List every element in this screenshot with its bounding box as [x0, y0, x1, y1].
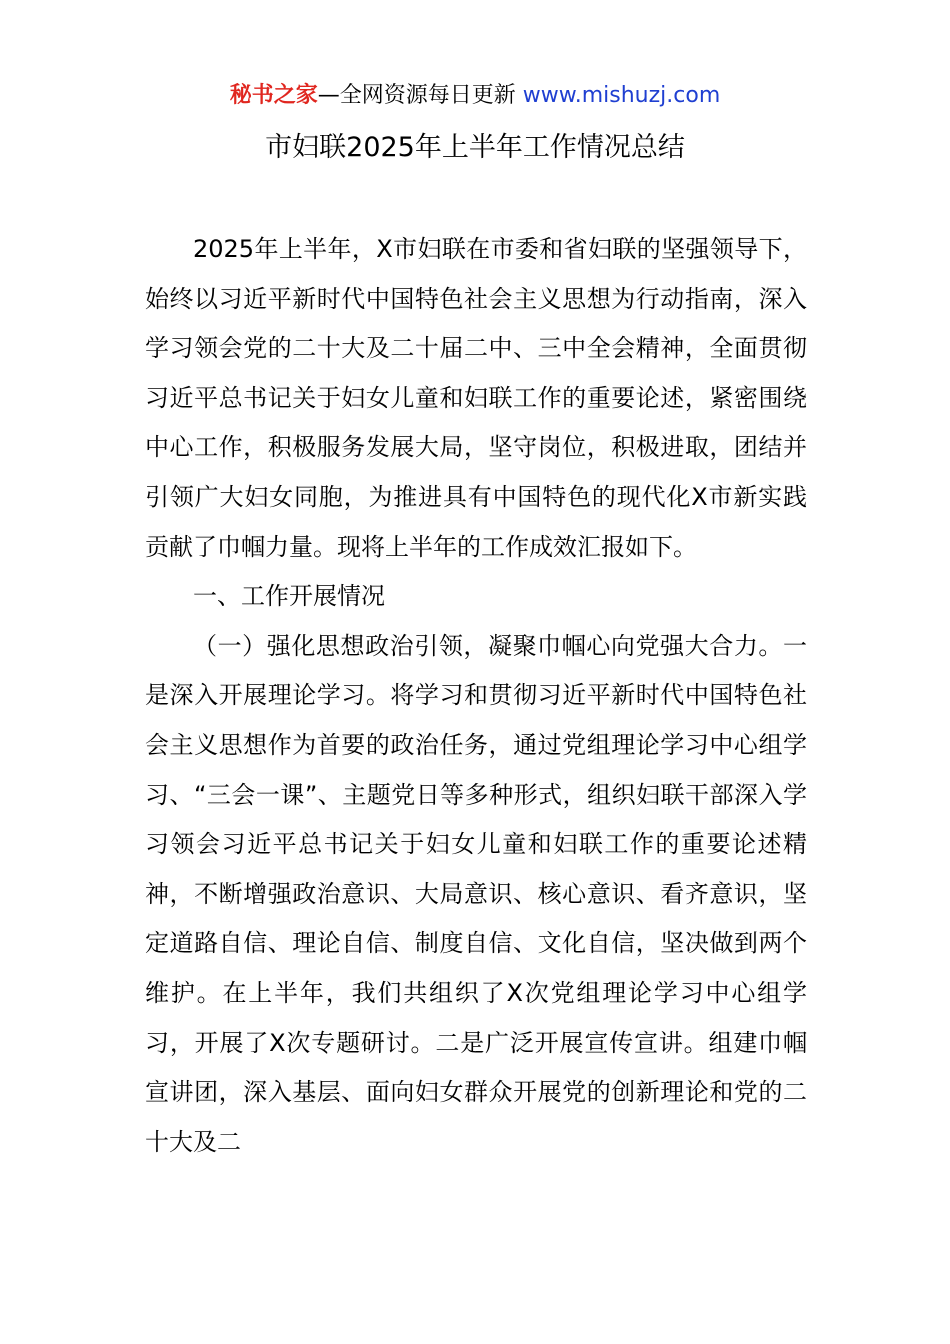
- section-heading: 一、工作开展情况: [193, 582, 385, 611]
- section-paragraph: （一）强化思想政治引领，凝聚巾帼心向党强大合力。一是深入开展理论学习。将学习和贯彻习近平新时代中国特色社会主义思想作为首要的政治任务，通过党组理论学习中心组学习、“三会一课”、主题党日等多种形式，组织妇联干部深入学习领会习近平总书记关于妇女儿童和妇联工作的重要论述精神，不断增强政治意识、大局意识、核心意识、看齐意识，坚定道路自信、理论自信、制度自信、文化自信，坚决做到两个维护。在上半年，我们共组织了X次党组理论学习中心组学习，开展了X次专题研讨。二是广泛开展宣传宣讲。组建巾帼宣讲团，深入基层、面向妇女群众开展党的创新理论和党的二十大及二: [145, 631, 807, 1156]
- document-title: 市妇联2025年上半年工作情况总结: [265, 132, 685, 163]
- site-banner: [0, 80, 950, 112]
- document-body: [145, 225, 807, 1167]
- intro-paragraph: 2025年上半年，X市妇联在市委和省妇联的坚强领导下，始终以习近平新时代中国特色社会主义思想为行动指南，深入学习领会党的二十大及二十届二中、三中全会精神，全面贯彻习近平总书记关于妇女儿童和妇联工作的重要论述，紧密围绕中心工作，积极服务发展大局，坚守岗位，积极进取，团结并引领广大妇女同胞，为推进具有中国特色的现代化X市新实践贡献了巾帼力量。现将上半年的工作成效汇报如下。: [145, 235, 807, 561]
- site-link[interactable]: www.mishuzj.com: [522, 83, 721, 108]
- banner-tagline: —全网资源每日更新: [317, 83, 516, 108]
- brand-name: 秘书之家: [229, 83, 318, 108]
